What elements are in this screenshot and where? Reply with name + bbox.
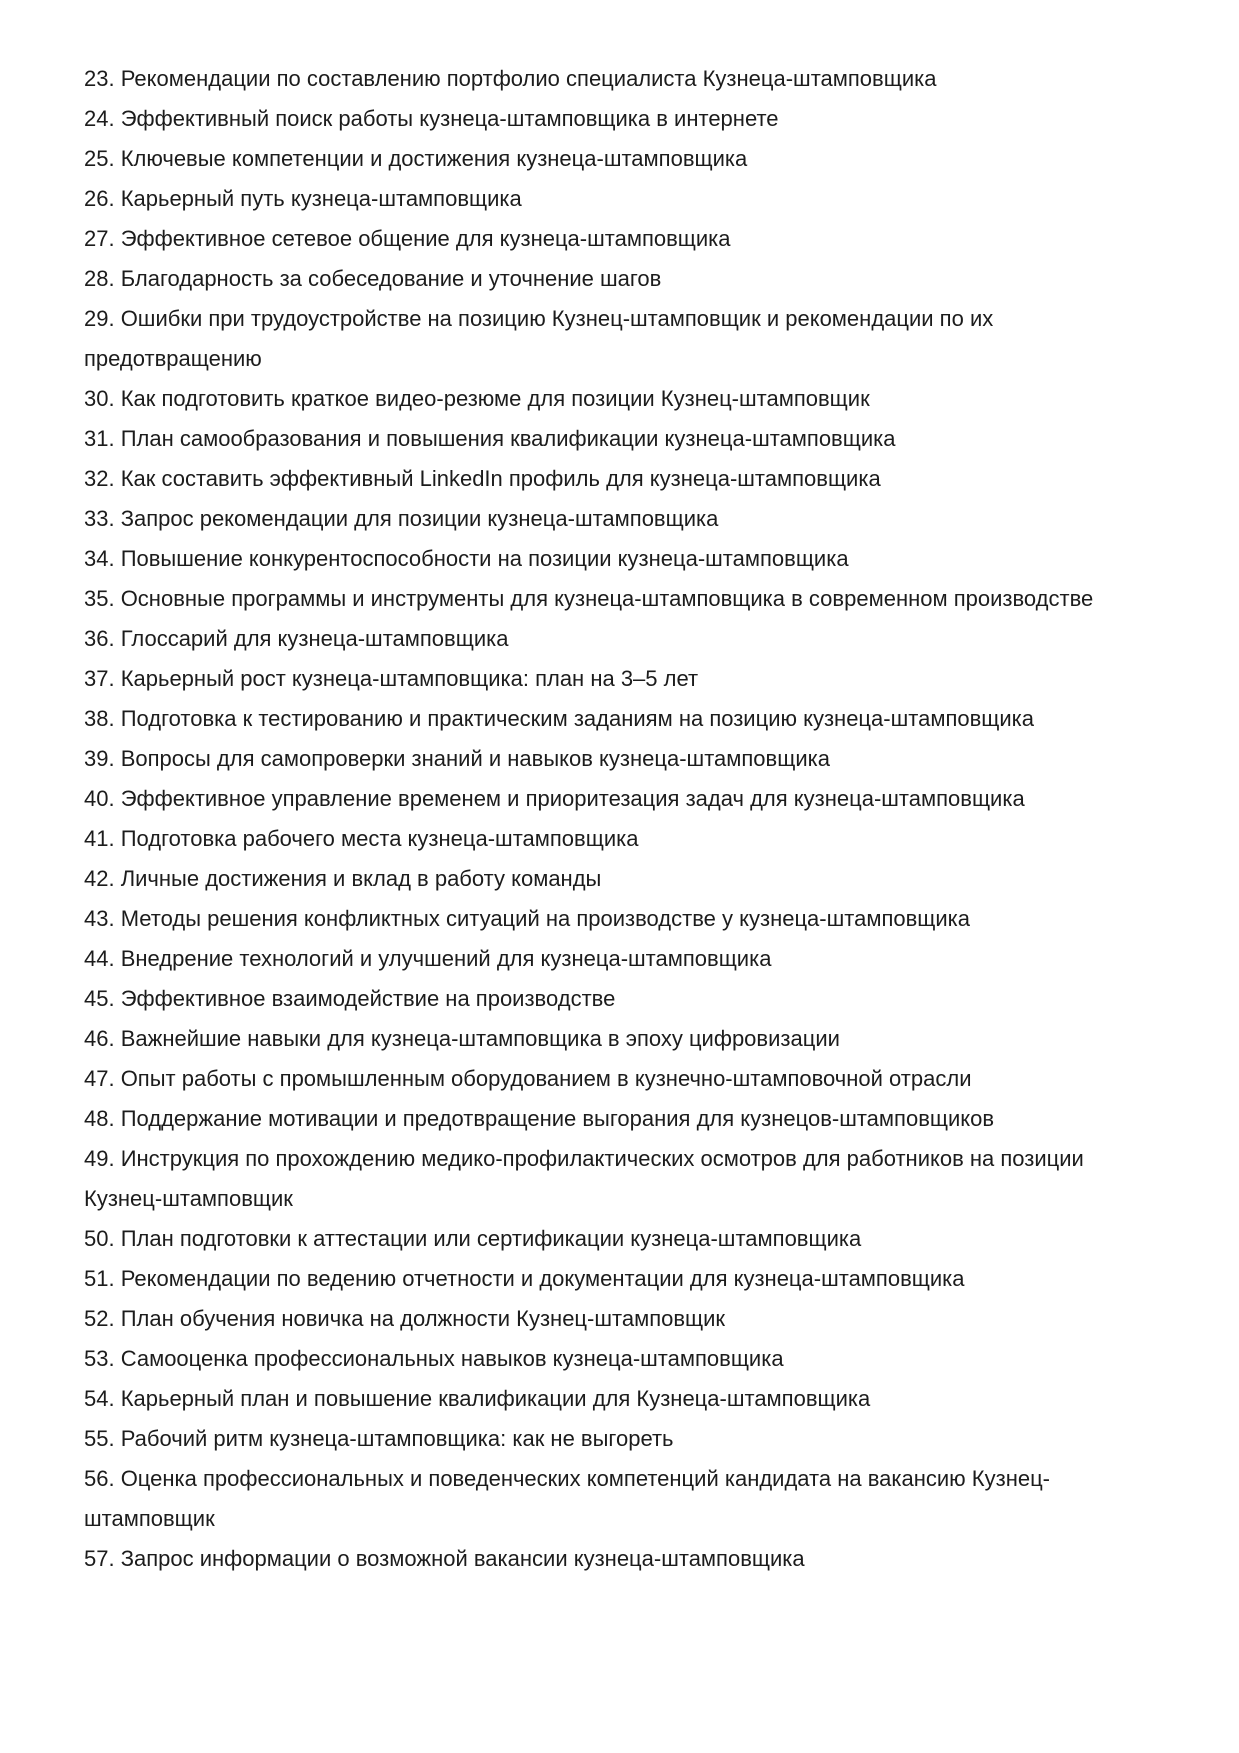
- toc-item-31: 31. План самообразования и повышения квалификации кузнеца-штамповщика: [84, 426, 896, 451]
- toc-item-23: 23. Рекомендации по составлению портфолио специалиста Кузнеца-штамповщика: [84, 66, 937, 91]
- toc-item-25: 25. Ключевые компетенции и достижения кузнеца-штамповщика: [84, 146, 748, 171]
- toc-item-44: 44. Внедрение технологий и улучшений для кузнеца-штамповщика: [84, 946, 772, 971]
- toc-item-38: 38. Подготовка к тестированию и практическим заданиям на позицию кузнеца-штамповщика: [84, 706, 1035, 731]
- toc-item-32: 32. Как составить эффективный LinkedIn профиль для кузнеца-штамповщика: [84, 466, 881, 491]
- toc-item-47: 47. Опыт работы с промышленным оборудованием в кузнечно-штамповочной отрасли: [84, 1066, 972, 1091]
- toc-item-37: 37. Карьерный рост кузнеца-штамповщика: план на 3–5 лет: [84, 666, 699, 691]
- toc-item-27: 27. Эффективное сетевое общение для кузнеца-штамповщика: [84, 226, 731, 251]
- toc-item-45: 45. Эффективное взаимодействие на производстве: [84, 986, 616, 1011]
- toc-item-39: 39. Вопросы для самопроверки знаний и навыков кузнеца-штамповщика: [84, 746, 830, 771]
- toc-item-26: 26. Карьерный путь кузнеца-штамповщика: [84, 186, 522, 211]
- toc-item-57: 57. Запрос информации о возможной вакансии кузнеца-штамповщика: [84, 1546, 805, 1571]
- toc-item-55: 55. Рабочий ритм кузнеца-штамповщика: как не выгореть: [84, 1426, 674, 1451]
- toc-item-48: 48. Поддержание мотивации и предотвращение выгорания для кузнецов-штамповщиков: [84, 1106, 995, 1131]
- toc-item-50: 50. План подготовки к аттестации или сертификации кузнеца-штамповщика: [84, 1226, 862, 1251]
- toc-item-43: 43. Методы решения конфликтных ситуаций на производстве у кузнеца-штамповщика: [84, 906, 971, 931]
- toc-item-24: 24. Эффективный поиск работы кузнеца-штамповщика в интернете: [84, 106, 779, 131]
- toc-item-56: 56. Оценка профессиональных и поведенческих компетенций кандидата на вакансию Кузнец-штамповщик: [84, 1466, 1051, 1531]
- toc-item-53: 53. Самооценка профессиональных навыков кузнеца-штамповщика: [84, 1346, 784, 1371]
- toc-item-36: 36. Глоссарий для кузнеца-штамповщика: [84, 626, 509, 651]
- toc-item-49: 49. Инструкция по прохождению медико-профилактических осмотров для работников на позиции Кузнец-штамповщик: [84, 1146, 1084, 1211]
- toc-item-35: 35. Основные программы и инструменты для кузнеца-штамповщика в современном производстве: [84, 586, 1094, 611]
- toc-item-52: 52. План обучения новичка на должности Кузнец-штамповщик: [84, 1306, 726, 1331]
- toc-item-42: 42. Личные достижения и вклад в работу команды: [84, 866, 602, 891]
- toc-item-28: 28. Благодарность за собеседование и уточнение шагов: [84, 266, 662, 291]
- toc-item-46: 46. Важнейшие навыки для кузнеца-штамповщика в эпоху цифровизации: [84, 1026, 840, 1051]
- toc-item-33: 33. Запрос рекомендации для позиции кузнеца-штамповщика: [84, 506, 719, 531]
- toc-item-51: 51. Рекомендации по ведению отчетности и документации для кузнеца-штамповщика: [84, 1266, 965, 1291]
- toc-item-40: 40. Эффективное управление временем и приоритезация задач для кузнеца-штамповщика: [84, 786, 1025, 811]
- toc-item-41: 41. Подготовка рабочего места кузнеца-штамповщика: [84, 826, 639, 851]
- table-of-contents: [84, 59, 1139, 1579]
- toc-item-54: 54. Карьерный план и повышение квалификации для Кузнеца-штамповщика: [84, 1386, 871, 1411]
- toc-item-34: 34. Повышение конкурентоспособности на позиции кузнеца-штамповщика: [84, 546, 849, 571]
- toc-item-29: 29. Ошибки при трудоустройстве на позицию Кузнец-штамповщик и рекомендации по их предотвращению: [84, 306, 994, 371]
- toc-item-30: 30. Как подготовить краткое видео-резюме для позиции Кузнец-штамповщик: [84, 386, 870, 411]
